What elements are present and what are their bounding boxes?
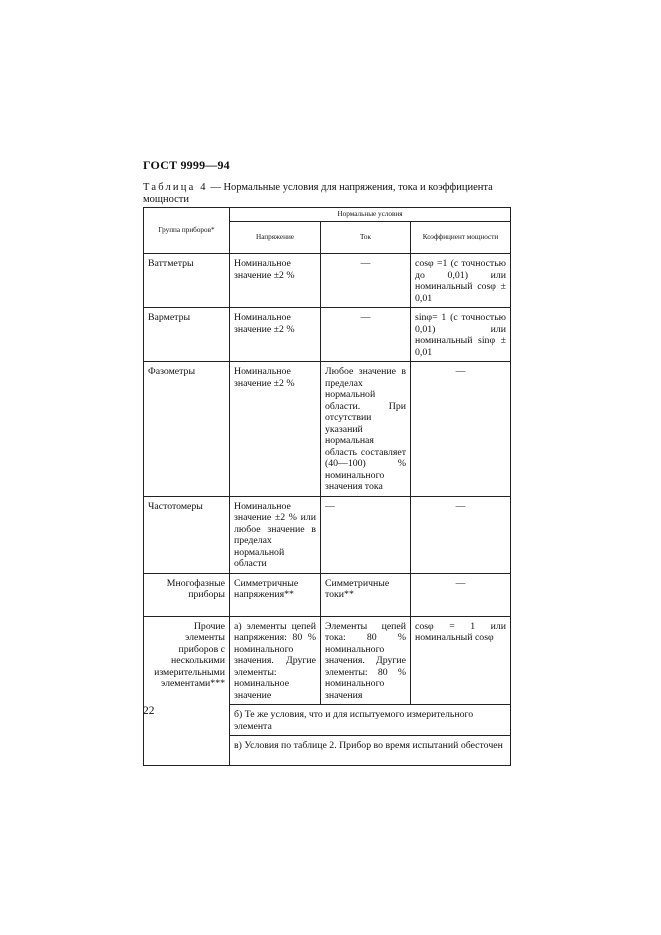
cell-voltage: Номинальное значение ±2 % <box>230 308 321 362</box>
table-row <box>144 254 511 308</box>
cell-group: Прочие элементы приборов с несколькими измерительными элементами*** <box>144 616 230 766</box>
cell-current: Симметричные токи** <box>321 573 411 616</box>
normal-conditions-table <box>143 207 511 766</box>
cell-current: — <box>321 496 411 573</box>
cell-current: — <box>321 308 411 362</box>
header-current: Ток <box>321 222 411 254</box>
cell-power-factor: sinφ= 1 (с точностью 0,01) или номинальный sinφ ± 0,01 <box>411 308 511 362</box>
cell-power-factor: — <box>411 573 511 616</box>
cell-current: — <box>321 254 411 308</box>
header-normal-conditions: Нормальные условия <box>230 208 511 222</box>
cell-span-condition-c: в) Условия по таблице 2. Прибор во время испытаний обесточен <box>230 736 511 766</box>
cell-voltage: а) элементы цепей напряжения: 80 % номинального значения. Другие элементы: номинальное значение <box>230 616 321 705</box>
header-power-factor: Коэффициент мощности <box>411 222 511 254</box>
table-caption <box>143 182 511 206</box>
cell-power-factor: cosφ =1 (с точностью до 0,01) или номинальный cosφ ± 0,01 <box>411 254 511 308</box>
cell-current: Элементы цепей тока: 80 % номинального значения. Другие элементы: 80 % номинального значения <box>321 616 411 705</box>
cell-group: Варметры <box>144 308 230 362</box>
table-row <box>144 573 511 616</box>
table-caption-text: — Нормальные условия для напряжения, тока и коэффициента мощности <box>143 182 493 205</box>
cell-voltage: Номинальное значение ±2 % или любое значение в пределах нормальной области <box>230 496 321 573</box>
header-group: Группа приборов* <box>144 208 230 254</box>
table-caption-number: Таблица 4 <box>143 182 208 193</box>
cell-power-factor: — <box>411 496 511 573</box>
cell-power-factor: cosφ = 1 или номинальный cosφ <box>411 616 511 705</box>
cell-group: Многофазные приборы <box>144 573 230 616</box>
table-row <box>144 616 511 705</box>
table-header-row-top <box>144 208 511 222</box>
cell-current: Любое значение в пределах нормальной области. При отсутствии указаний нормальная область составляет (40—100) % номинального значения тока <box>321 362 411 497</box>
table-row <box>144 308 511 362</box>
table-row <box>144 496 511 573</box>
cell-group: Ваттметры <box>144 254 230 308</box>
cell-voltage: Номинальное значение ±2 % <box>230 254 321 308</box>
header-voltage: Напряжение <box>230 222 321 254</box>
page-number: 22 <box>143 705 155 717</box>
cell-voltage: Номинальное значение ±2 % <box>230 362 321 497</box>
cell-group: Фазометры <box>144 362 230 497</box>
cell-voltage: Симметричные напряжения** <box>230 573 321 616</box>
cell-span-condition-b: б) Те же условия, что и для испытуемого измерительного элемента <box>230 705 511 736</box>
cell-group: Частотомеры <box>144 496 230 573</box>
cell-power-factor: — <box>411 362 511 497</box>
document-standard-title: ГОСТ 9999—94 <box>143 158 230 172</box>
table-row <box>144 362 511 497</box>
